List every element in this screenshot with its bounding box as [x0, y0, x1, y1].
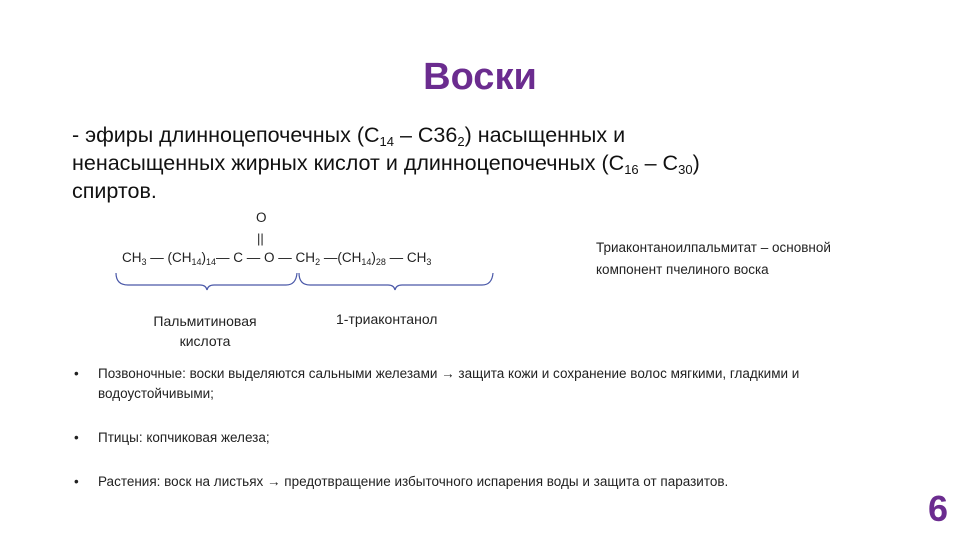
list-item: • Позвоночные: воски выделяются сальными железами → защита кожи и сохранение волос мягкими, гладкими и водоустойчивыми; [74, 366, 800, 401]
palmitic-acid-label: Пальмитиновая кислота [153, 313, 257, 349]
intro-text: - эфиры длинноцепочечных $(C_{14} - C36_2)$ насыщенных и ненасыщенных жирных кислот и длинноцепочечных $(C_{16} - C_{30})$ спиртов. [72, 123, 700, 203]
double-bond: || [257, 231, 264, 246]
slide-title: Воски [423, 56, 537, 98]
alcohol-brace [299, 273, 493, 290]
bullet-icon: • [74, 430, 79, 445]
bullet-list [72, 364, 882, 516]
bullet-icon: • [74, 474, 79, 489]
chemical-formula: $CH_3$ — $(CH_{14})_{14}—$ C — O — $CH_2$ $—(CH_{14})_{28}$ — $CH_3$ [122, 250, 432, 267]
triacontanol-label: 1-триаконтанол [336, 311, 438, 327]
acid-brace [116, 273, 297, 290]
carbonyl-oxygen: O [256, 210, 267, 225]
list-item: • Птицы: копчиковая железа; [72, 428, 882, 448]
list-item: • Растения: воск на листьях → предотвращение избыточного испарения воды и защита от паразитов. [72, 472, 882, 492]
side-note: Триаконтаноилпальмитат – основной компонент пчелиного воска [596, 240, 831, 277]
bullet-icon: • [74, 366, 79, 381]
page-number: 6 [927, 488, 948, 529]
